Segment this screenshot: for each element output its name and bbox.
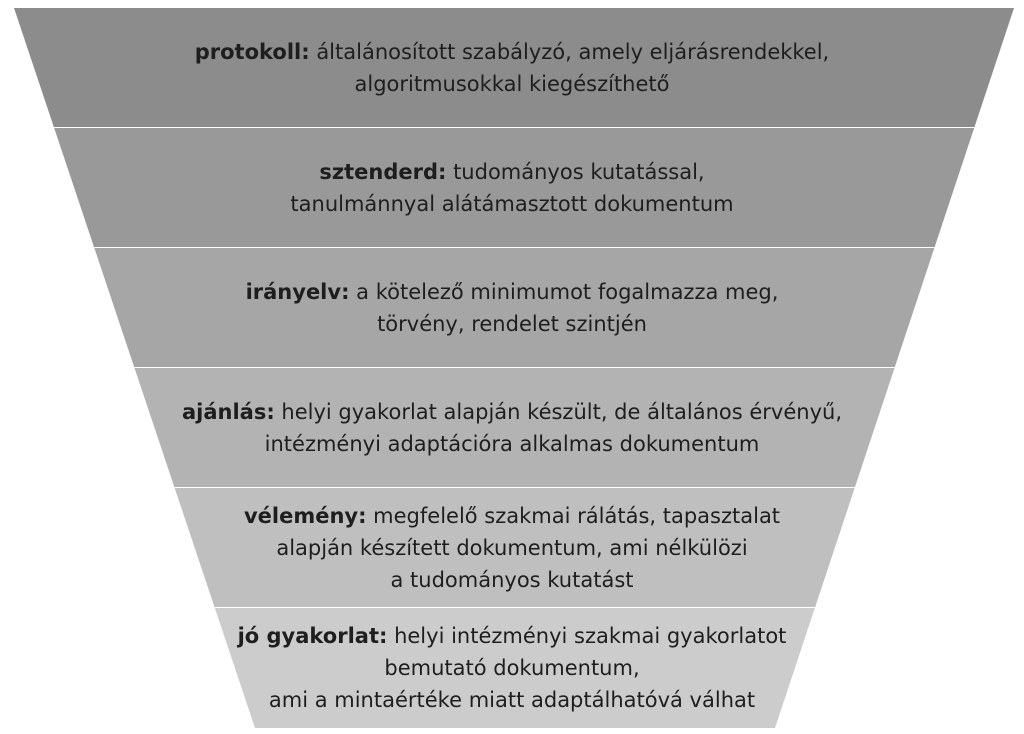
pyramid-level-term: sztenderd: [319, 160, 447, 184]
pyramid-level-line: alapján készített dokumentum, ami nélkülözi [276, 536, 748, 560]
pyramid-level-description: megfelelő szakmai rálátás, tapasztalat [366, 504, 781, 528]
pyramid-level-line: algoritmusokkal kiegészíthető [354, 72, 670, 96]
pyramid-level-description: a kötelező minimumot fogalmazza meg, [349, 280, 779, 304]
pyramid-level-description: általánosított szabályzó, amely eljárásrendekkel, [309, 40, 830, 64]
pyramid-level-3 [0, 248, 1024, 368]
pyramid-level-2 [0, 128, 1024, 248]
pyramid-level-5 [0, 488, 1024, 608]
pyramid-level-line: intézményi adaptációra alkalmas dokumentum [264, 432, 760, 456]
pyramid-level-description: helyi gyakorlat alapján készült, de általános érvényű, [274, 400, 843, 424]
pyramid-level-term: protokoll: [194, 40, 310, 64]
pyramid-level-term: irányelv: [245, 280, 350, 304]
pyramid-level-line [244, 500, 780, 532]
pyramid-level-line: törvény, rendelet szintjén [377, 312, 647, 336]
pyramid-level-term: vélemény: [243, 504, 367, 528]
pyramid-level-4 [0, 368, 1024, 488]
pyramid-level-line [182, 396, 842, 428]
pyramid-level-term: jó gyakorlat: [237, 624, 388, 648]
pyramid-level-term: ajánlás: [181, 400, 275, 424]
pyramid-level-line [319, 156, 704, 188]
pyramid-level-description: helyi intézményi szakmai gyakorlatot [387, 624, 787, 648]
pyramid-level-line: ami a mintaértéke miatt adaptálhatóvá válhat [268, 688, 756, 712]
pyramid-level-line [246, 276, 779, 308]
pyramid-level-description: tudományos kutatással, [446, 160, 705, 184]
pyramid-level-6 [0, 608, 1024, 728]
pyramid-level-line [238, 620, 787, 652]
pyramid-level-line: tanulmánnyal alátámasztott dokumentum [290, 192, 734, 216]
pyramid-level-line: a tudományos kutatást [390, 568, 634, 592]
pyramid-level-1 [0, 8, 1024, 128]
pyramid-level-line [195, 36, 830, 68]
pyramid-level-line: bemutató dokumentum, [384, 656, 640, 680]
